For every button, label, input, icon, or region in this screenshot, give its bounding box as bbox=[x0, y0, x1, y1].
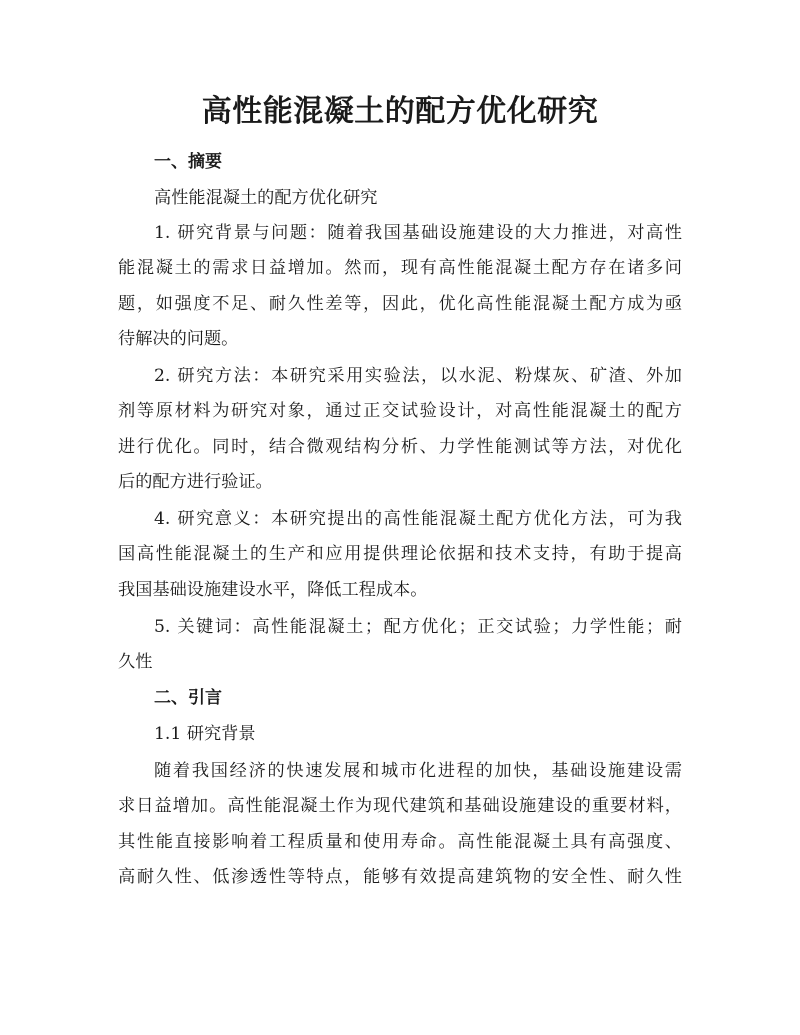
subsection-heading: 1.1 研究背景 bbox=[154, 724, 256, 744]
paragraph-line: 1. 研究背景与问题：随着我国基础设施建设的大力推进，对高性 bbox=[154, 223, 682, 243]
abstract-subtitle: 高性能混凝土的配方优化研究 bbox=[154, 188, 378, 208]
paragraph-line: 求日益增加。高性能混凝土作为现代建筑和基础设施建设的重要材料， bbox=[118, 796, 682, 816]
paragraph-line: 其性能直接影响着工程质量和使用寿命。高性能混凝土具有高强度、 bbox=[118, 832, 682, 852]
document-title: 高性能混凝土的配方优化研究 bbox=[201, 94, 599, 129]
paragraph-line: 2. 研究方法：本研究采用实验法，以水泥、粉煤灰、矿渣、外加 bbox=[154, 366, 682, 386]
paragraph-line: 国高性能混凝土的生产和应用提供理论依据和技术支持，有助于提高 bbox=[118, 544, 682, 564]
paragraph-line: 后的配方进行验证。 bbox=[118, 472, 273, 492]
section-heading-introduction: 二、引言 bbox=[154, 688, 222, 708]
paragraph-line: 随着我国经济的快速发展和城市化进程的加快，基础设施建设需 bbox=[154, 761, 682, 781]
paragraph-line: 剂等原材料为研究对象，通过正交试验设计，对高性能混凝土的配方 bbox=[118, 401, 682, 421]
paragraph-line: 进行优化。同时，结合微观结构分析、力学性能测试等方法，对优化 bbox=[118, 437, 682, 457]
paragraph-line: 题，如强度不足、耐久性差等，因此，优化高性能混凝土配方成为亟 bbox=[118, 294, 682, 314]
paragraph-line: 我国基础设施建设水平，降低工程成本。 bbox=[118, 580, 428, 600]
section-heading-abstract: 一、摘要 bbox=[154, 152, 222, 172]
paragraph-line: 久性 bbox=[118, 652, 153, 672]
paragraph-line: 待解决的问题。 bbox=[118, 329, 239, 349]
paragraph-line: 能混凝土的需求日益增加。然而，现有高性能混凝土配方存在诸多问 bbox=[118, 258, 682, 278]
paragraph-line: 4. 研究意义：本研究提出的高性能混凝土配方优化方法，可为我 bbox=[154, 509, 682, 529]
paragraph-line: 5. 关键词：高性能混凝土；配方优化；正交试验；力学性能；耐 bbox=[154, 617, 682, 637]
paragraph-line: 高耐久性、低渗透性等特点，能够有效提高建筑物的安全性、耐久性 bbox=[118, 867, 682, 887]
